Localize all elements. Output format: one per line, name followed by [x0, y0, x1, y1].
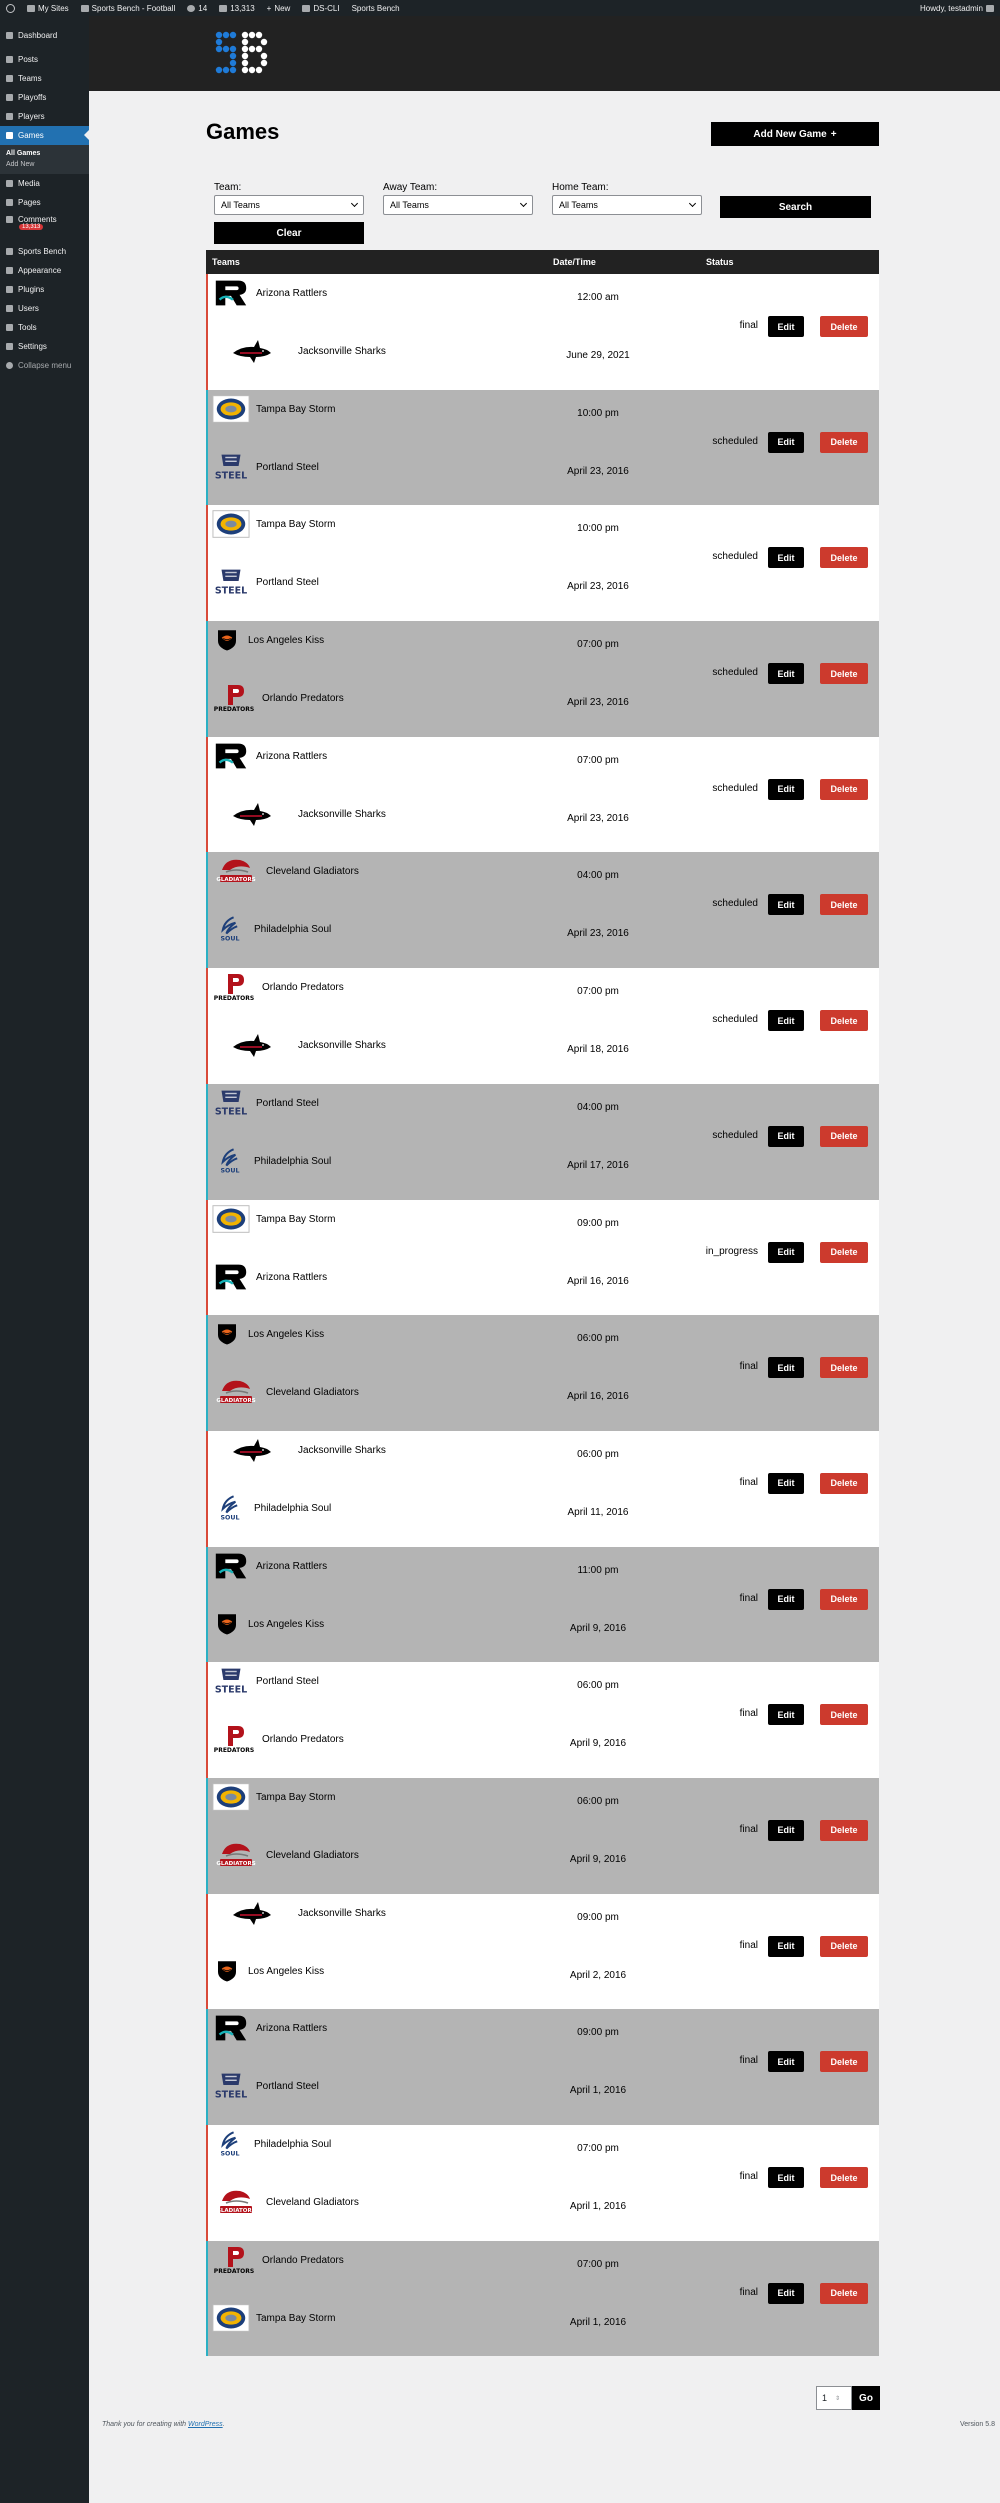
- users-icon: [6, 305, 13, 312]
- away-team-name: Portland Steel: [256, 1097, 319, 1109]
- edit-button[interactable]: Edit: [768, 663, 804, 684]
- team-filter-label: Team:: [214, 182, 242, 193]
- table-row: [206, 1084, 879, 1200]
- delete-button[interactable]: Delete: [820, 1820, 868, 1841]
- steel-logo-icon: [212, 452, 250, 482]
- table-row: [206, 2241, 879, 2357]
- games-table-body: [206, 274, 879, 2356]
- game-status: scheduled: [712, 1014, 758, 1026]
- sharks-logo-icon: [212, 336, 292, 366]
- home-team-name: Portland Steel: [256, 577, 319, 589]
- edit-button[interactable]: Edit: [768, 1010, 804, 1031]
- sports-bench-link[interactable]: Sports Bench: [351, 3, 400, 13]
- plus-icon: +: [830, 128, 837, 140]
- away-team-name: Tampa Bay Storm: [256, 1213, 336, 1225]
- gladiators-logo-icon: [212, 1377, 260, 1407]
- delete-button[interactable]: Delete: [820, 2283, 868, 2304]
- svg-text:SOUL: SOUL: [220, 2150, 240, 2158]
- svg-text:STEEL: STEEL: [214, 1106, 248, 1118]
- storm-logo-icon: [212, 1204, 250, 1234]
- gladiators-logo-icon: [212, 2187, 260, 2217]
- home-team-name: Tampa Bay Storm: [256, 2312, 336, 2324]
- svg-text:GLADIATORS: GLADIATORS: [216, 1860, 256, 1867]
- pages-icon: [6, 199, 13, 206]
- steel-logo-icon: [212, 567, 250, 597]
- delete-button[interactable]: Delete: [820, 1704, 868, 1725]
- updates-link[interactable]: 14: [187, 4, 207, 13]
- game-status: scheduled: [712, 551, 758, 563]
- dashboard-icon: [6, 32, 13, 39]
- spinner-arrows-icon: ⇕: [835, 2395, 841, 2402]
- game-date: June 29, 2021: [566, 350, 630, 361]
- sidebar-item-pages[interactable]: Pages: [0, 193, 89, 212]
- edit-button[interactable]: Edit: [768, 1357, 804, 1378]
- plugin-icon: [6, 286, 13, 293]
- game-status: final: [739, 1361, 758, 1373]
- table-row: [206, 1431, 879, 1547]
- go-button[interactable]: Go: [852, 2386, 880, 2410]
- away-team-name: Portland Steel: [256, 1676, 319, 1688]
- away-team-name: Arizona Rattlers: [256, 1560, 328, 1572]
- plugin-header: [89, 16, 1000, 91]
- table-row: [206, 737, 879, 853]
- away-team-name: Philadelphia Soul: [254, 2139, 332, 2150]
- home-icon: [81, 5, 89, 12]
- home-team-name: Arizona Rattlers: [256, 1271, 328, 1283]
- comments-link[interactable]: 13,313: [219, 4, 254, 13]
- svg-text:GLADIATORS: GLADIATORS: [216, 877, 256, 884]
- game-time: 06:00 pm: [577, 1680, 619, 1692]
- sidebar-item-comments[interactable]: Comments 13,313: [0, 212, 89, 237]
- column-header-status: Status: [706, 257, 734, 267]
- new-content-link[interactable]: + New: [266, 3, 291, 13]
- home-team-name: Jacksonville Sharks: [298, 808, 386, 820]
- games-table: [206, 250, 879, 2356]
- home-team-name: Jacksonville Sharks: [298, 1040, 386, 1052]
- delete-button[interactable]: Delete: [820, 663, 868, 684]
- rattlers-logo-icon: [212, 1262, 250, 1292]
- teams-icon: [6, 75, 13, 82]
- storm-logo-icon: [212, 394, 250, 424]
- gladiators-logo-icon: [212, 856, 260, 886]
- home-team-name: Jacksonville Sharks: [298, 346, 386, 357]
- predators-logo-icon: [212, 683, 256, 713]
- edit-button[interactable]: Edit: [768, 1126, 804, 1147]
- game-status: scheduled: [712, 1129, 758, 1141]
- away-team-name: Cleveland Gladiators: [266, 866, 359, 878]
- delete-button[interactable]: Delete: [820, 2167, 868, 2188]
- game-time: 11:00 pm: [577, 1564, 619, 1576]
- game-status: final: [739, 1476, 758, 1488]
- away-team-name: Tampa Bay Storm: [256, 519, 336, 531]
- away-team-name: Jacksonville Sharks: [298, 1907, 386, 1919]
- sharks-logo-icon: [212, 1898, 292, 1928]
- home-team-name: Cleveland Gladiators: [266, 1849, 359, 1861]
- game-time: 12:00 am: [577, 292, 619, 303]
- pin-icon: [6, 56, 13, 63]
- svg-text:PREDATORS: PREDATORS: [213, 706, 255, 714]
- table-row: [206, 2125, 879, 2241]
- edit-button[interactable]: Edit: [768, 779, 804, 800]
- svg-text:STEEL: STEEL: [214, 470, 248, 482]
- admin-bar: [0, 0, 1000, 16]
- steel-logo-icon: [212, 1666, 250, 1696]
- game-time: 06:00 pm: [577, 1448, 619, 1460]
- game-date: April 11, 2016: [567, 1506, 629, 1518]
- away-team-name: Tampa Bay Storm: [256, 403, 336, 415]
- kiss-logo-icon: [212, 625, 242, 655]
- game-status: final: [739, 2286, 758, 2298]
- game-date: April 1, 2016: [569, 2201, 627, 2212]
- table-row: [206, 1778, 879, 1894]
- delete-button[interactable]: Delete: [820, 316, 868, 337]
- page-number-input[interactable]: 1 ⇕: [816, 2386, 852, 2410]
- table-row: [206, 968, 879, 1084]
- game-date: April 9, 2016: [569, 1622, 627, 1634]
- sidebar-item-playoffs[interactable]: Playoffs: [0, 88, 89, 107]
- storm-logo-icon: [212, 1782, 250, 1812]
- edit-button[interactable]: Edit: [768, 1820, 804, 1841]
- away-team-name: Los Angeles Kiss: [248, 1329, 325, 1341]
- away-team-name: Arizona Rattlers: [256, 2023, 328, 2035]
- column-header-teams: Teams: [212, 257, 240, 267]
- comments-count-badge: 13,313: [19, 224, 43, 230]
- comments-icon: [6, 216, 13, 223]
- game-status: scheduled: [712, 782, 758, 794]
- comment-bubble-icon: [219, 5, 227, 12]
- sharks-logo-icon: [212, 799, 292, 829]
- predators-logo-icon: [212, 972, 256, 1002]
- home-team-name: Cleveland Gladiators: [266, 1387, 359, 1399]
- table-row: [206, 852, 879, 968]
- kiss-logo-icon: [212, 1956, 242, 1986]
- game-time: 07:00 pm: [577, 2143, 619, 2154]
- sidebar-item-settings[interactable]: Settings: [0, 337, 89, 356]
- game-date: April 23, 2016: [567, 812, 629, 824]
- playoffs-icon: [6, 94, 13, 101]
- storm-logo-icon: [212, 2303, 250, 2333]
- game-status: scheduled: [712, 898, 758, 910]
- players-icon: [6, 113, 13, 120]
- collapse-arrow-icon: [6, 362, 13, 369]
- home-team-filter: [552, 182, 702, 215]
- brush-icon: [6, 267, 13, 274]
- home-team-name: Orlando Predators: [262, 693, 344, 705]
- sharks-logo-icon: [212, 1030, 292, 1060]
- delete-button[interactable]: Delete: [820, 779, 868, 800]
- delete-button[interactable]: Delete: [820, 1936, 868, 1957]
- away-team-name: Los Angeles Kiss: [248, 635, 325, 647]
- svg-text:GLADIATORS: GLADIATORS: [216, 2208, 256, 2214]
- game-status: scheduled: [712, 667, 758, 679]
- game-status: final: [739, 2055, 758, 2067]
- sites-icon: [27, 5, 35, 12]
- sidebar-item-tools[interactable]: Tools: [0, 318, 89, 337]
- delete-button[interactable]: Delete: [820, 2051, 868, 2072]
- game-date: April 16, 2016: [567, 1391, 629, 1403]
- game-time: 06:00 pm: [577, 1795, 619, 1807]
- delete-button[interactable]: Delete: [820, 1242, 868, 1263]
- game-time: 10:00 pm: [577, 523, 619, 535]
- table-row: [206, 1894, 879, 2010]
- sidebar-item-users[interactable]: Users: [0, 299, 89, 318]
- away-team-name: Orlando Predators: [262, 2254, 344, 2266]
- edit-button[interactable]: Edit: [768, 1589, 804, 1610]
- soul-logo-icon: [212, 914, 248, 944]
- away-team-name: Orlando Predators: [262, 982, 344, 994]
- game-time: 04:00 pm: [577, 870, 619, 882]
- svg-text:STEEL: STEEL: [214, 1684, 248, 1696]
- svg-text:PREDATORS: PREDATORS: [213, 1747, 255, 1755]
- rattlers-logo-icon: [212, 278, 250, 308]
- delete-button[interactable]: Delete: [820, 432, 868, 453]
- game-date: April 9, 2016: [569, 1853, 627, 1865]
- sidebar-item-dashboard[interactable]: Dashboard: [0, 26, 89, 45]
- rattlers-logo-icon: [212, 1551, 250, 1581]
- game-status: final: [739, 1939, 758, 1951]
- home-team-select[interactable]: All Teams: [552, 195, 702, 215]
- edit-button[interactable]: Edit: [768, 1936, 804, 1957]
- game-status: final: [739, 1592, 758, 1604]
- media-icon: [6, 180, 13, 187]
- rattlers-logo-icon: [212, 2013, 250, 2043]
- search-button[interactable]: Search: [720, 196, 871, 218]
- away-team-name: Arizona Rattlers: [256, 750, 328, 762]
- table-row: [206, 1200, 879, 1316]
- ds-cli-link[interactable]: DS-CLI: [302, 4, 339, 13]
- game-time: 10:00 pm: [577, 407, 619, 419]
- table-row: [206, 621, 879, 737]
- updates-icon: [187, 5, 195, 12]
- add-new-game-button[interactable]: Add New Game +: [711, 122, 879, 146]
- wordpress-link[interactable]: WordPress: [188, 2421, 223, 2428]
- game-status: in_progress: [705, 1245, 758, 1257]
- svg-text:SOUL: SOUL: [220, 936, 240, 944]
- home-team-name: Philadelphia Soul: [254, 924, 332, 936]
- home-team-name: Portland Steel: [256, 461, 319, 473]
- plus-icon: +: [266, 3, 272, 13]
- game-date: April 9, 2016: [569, 1738, 627, 1750]
- game-date: April 23, 2016: [567, 928, 629, 940]
- sidebar-item-teams[interactable]: Teams: [0, 69, 89, 88]
- predators-logo-icon: [212, 2245, 256, 2275]
- game-status: final: [739, 1708, 758, 1720]
- my-sites-link[interactable]: My Sites: [27, 4, 69, 13]
- svg-text:PREDATORS: PREDATORS: [213, 995, 255, 1003]
- delete-button[interactable]: Delete: [820, 1357, 868, 1378]
- chevron-down-icon: [351, 200, 358, 207]
- table-row: [206, 390, 879, 506]
- sidebar-item-games[interactable]: Games: [0, 126, 89, 145]
- edit-button[interactable]: Edit: [768, 2167, 804, 2188]
- edit-button[interactable]: Edit: [768, 894, 804, 915]
- game-time: 06:00 pm: [577, 1333, 619, 1345]
- home-team-name: Los Angeles Kiss: [248, 1965, 325, 1977]
- team-select[interactable]: All Teams: [214, 195, 364, 215]
- sidebar-item-sports-bench[interactable]: Sports Bench: [0, 242, 89, 261]
- gladiators-logo-icon: [212, 1840, 260, 1870]
- table-header: [206, 250, 879, 274]
- home-team-name: Orlando Predators: [262, 1734, 344, 1746]
- game-date: April 1, 2016: [569, 2085, 627, 2097]
- away-team-name: Tampa Bay Storm: [256, 1791, 336, 1803]
- home-team-name: Portland Steel: [256, 2081, 319, 2093]
- sidebar-item-appearance[interactable]: Appearance: [0, 261, 89, 280]
- site-name-link[interactable]: Sports Bench - Football: [81, 4, 176, 13]
- steel-logo-icon: [212, 1088, 250, 1118]
- howdy-user-link[interactable]: Howdy, testadmin: [920, 4, 994, 13]
- away-team-name: Jacksonville Sharks: [298, 1444, 386, 1456]
- home-team-name: Philadelphia Soul: [254, 1502, 332, 1514]
- svg-text:STEEL: STEEL: [214, 585, 248, 597]
- submenu-all-games[interactable]: All Games: [6, 150, 41, 157]
- table-row: [206, 2009, 879, 2125]
- svg-text:SOUL: SOUL: [220, 1167, 240, 1175]
- game-date: April 16, 2016: [567, 1275, 629, 1287]
- sports-bench-logo: [213, 29, 273, 79]
- edit-button[interactable]: Edit: [768, 432, 804, 453]
- svg-text:SOUL: SOUL: [220, 1514, 240, 1522]
- game-status: final: [739, 320, 758, 331]
- edit-button[interactable]: Edit: [768, 1242, 804, 1263]
- games-icon: [6, 132, 13, 139]
- game-time: 09:00 pm: [577, 1217, 619, 1229]
- page-title: Games: [206, 119, 280, 144]
- game-date: April 23, 2016: [567, 581, 629, 593]
- edit-button[interactable]: Edit: [768, 1704, 804, 1725]
- table-row: [206, 1315, 879, 1431]
- delete-button[interactable]: Delete: [820, 894, 868, 915]
- collapse-menu-button[interactable]: Collapse menu: [0, 356, 89, 375]
- away-team-filter: [383, 182, 533, 215]
- svg-text:PREDATORS: PREDATORS: [213, 2267, 255, 2275]
- away-team-name: Arizona Rattlers: [256, 288, 328, 299]
- edit-button[interactable]: Edit: [768, 316, 804, 337]
- home-team-name: Los Angeles Kiss: [248, 1618, 325, 1630]
- column-header-datetime: Date/Time: [553, 257, 596, 267]
- steel-logo-icon: [212, 2071, 250, 2101]
- terminal-icon: [302, 5, 310, 12]
- team-filter: [214, 182, 364, 215]
- clear-button[interactable]: Clear: [214, 222, 364, 244]
- delete-button[interactable]: Delete: [820, 547, 868, 568]
- sidebar-item-media[interactable]: Media: [0, 174, 89, 193]
- storm-logo-icon: [212, 509, 250, 539]
- game-time: 07:00 pm: [577, 754, 619, 766]
- game-status: final: [739, 2171, 758, 2182]
- game-date: April 23, 2016: [567, 697, 629, 709]
- game-date: April 1, 2016: [569, 2316, 627, 2328]
- sidebar-item-players[interactable]: Players: [0, 107, 89, 126]
- table-row: [206, 1662, 879, 1778]
- edit-button[interactable]: Edit: [768, 2283, 804, 2304]
- sports-bench-icon: [6, 248, 13, 255]
- game-date: April 18, 2016: [567, 1044, 629, 1056]
- rattlers-logo-icon: [212, 741, 250, 771]
- wordpress-logo-icon[interactable]: [6, 4, 15, 13]
- game-time: 09:00 pm: [577, 1911, 619, 1923]
- kiss-logo-icon: [212, 1319, 242, 1349]
- away-team-filter-label: Away Team:: [383, 182, 438, 193]
- delete-button[interactable]: Delete: [820, 1126, 868, 1147]
- game-time: 04:00 pm: [577, 1101, 619, 1113]
- avatar: [986, 5, 994, 12]
- delete-button[interactable]: Delete: [820, 1589, 868, 1610]
- away-team-select[interactable]: All Teams: [383, 195, 533, 215]
- home-team-filter-label: Home Team:: [552, 182, 609, 193]
- sidebar-item-posts[interactable]: Posts: [0, 50, 89, 69]
- table-row: [206, 1547, 879, 1663]
- edit-button[interactable]: Edit: [768, 2051, 804, 2072]
- sidebar-item-plugins[interactable]: Plugins: [0, 280, 89, 299]
- settings-icon: [6, 343, 13, 350]
- table-row: [206, 274, 879, 390]
- game-time: 07:00 pm: [577, 986, 619, 998]
- wrench-icon: [6, 324, 13, 331]
- delete-button[interactable]: Delete: [820, 1010, 868, 1031]
- soul-logo-icon: [212, 1146, 248, 1176]
- game-status: final: [739, 1823, 758, 1835]
- kiss-logo-icon: [212, 1609, 242, 1639]
- game-date: April 23, 2016: [567, 465, 629, 477]
- soul-logo-icon: [212, 1493, 248, 1523]
- soul-logo-icon: [212, 2129, 248, 2159]
- submenu-add-new[interactable]: Add New: [6, 161, 35, 168]
- chevron-down-icon: [520, 200, 527, 207]
- game-time: 07:00 pm: [577, 2258, 619, 2270]
- footer-thanks: Thank you for creating with WordPress.: [102, 2421, 225, 2428]
- edit-button[interactable]: Edit: [768, 1473, 804, 1494]
- game-time: 09:00 pm: [577, 2027, 619, 2039]
- home-team-name: Philadelphia Soul: [254, 1155, 332, 1167]
- footer-version: Version 5.8: [959, 2421, 995, 2428]
- chevron-down-icon: [689, 200, 696, 207]
- predators-logo-icon: [212, 1724, 256, 1754]
- games-submenu: [0, 145, 89, 174]
- sharks-logo-icon: [212, 1435, 292, 1465]
- game-date: April 17, 2016: [567, 1159, 629, 1171]
- pagination: [816, 2386, 880, 2410]
- game-status: scheduled: [712, 435, 758, 447]
- edit-button[interactable]: Edit: [768, 547, 804, 568]
- svg-text:GLADIATORS: GLADIATORS: [216, 1398, 256, 1405]
- game-date: April 2, 2016: [569, 1969, 627, 1981]
- delete-button[interactable]: Delete: [820, 1473, 868, 1494]
- svg-text:STEEL: STEEL: [214, 2089, 248, 2101]
- home-team-name: Cleveland Gladiators: [266, 2197, 359, 2208]
- admin-sidebar: [0, 16, 89, 2503]
- table-row: [206, 505, 879, 621]
- game-time: 07:00 pm: [577, 639, 619, 651]
